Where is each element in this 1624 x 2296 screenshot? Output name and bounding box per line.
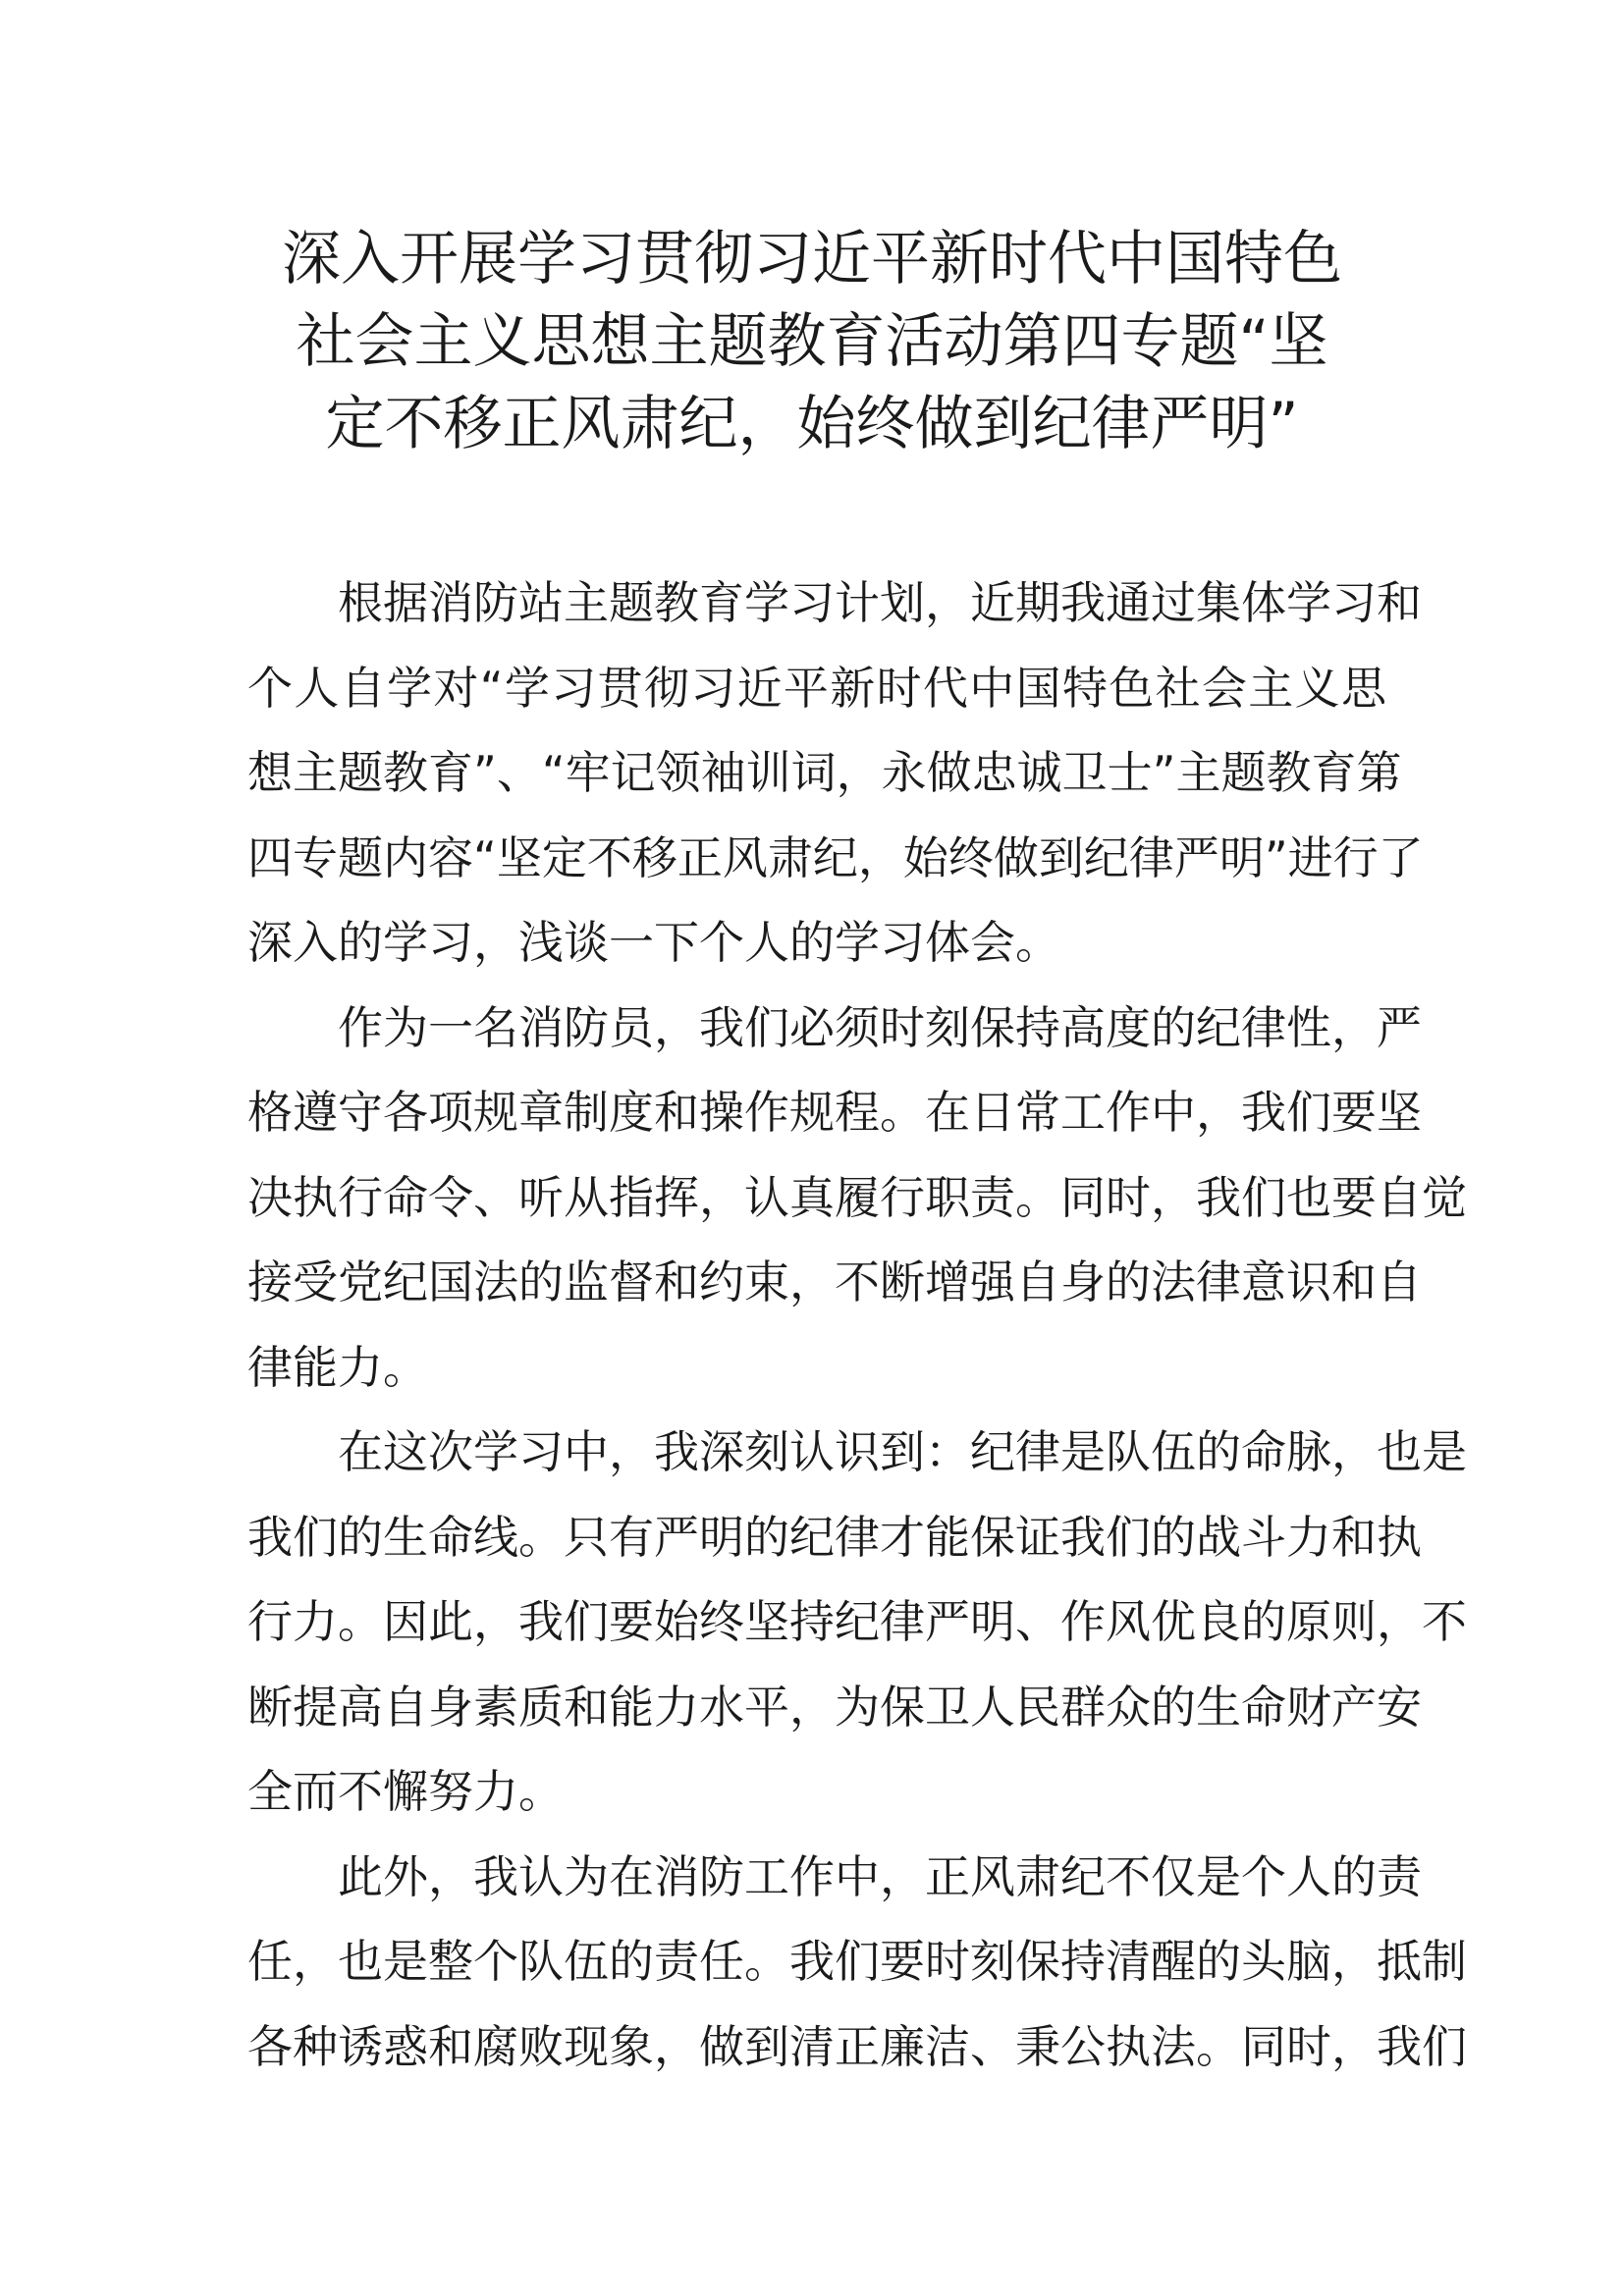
paragraph-line: 决执行命令、听从指挥，认真履行职责。同时，我们也要自觉 (247, 1170, 1467, 1224)
paragraph-line: 深入的学习，浅谈一下个人的学习体会。 (247, 916, 1060, 969)
paragraph-line: 行力。因此，我们要始终坚持纪律严明、作风优良的原则，不 (247, 1595, 1467, 1648)
paragraph-1 (247, 561, 1424, 986)
paragraph-line: 此外，我认为在消防工作中，正风肃纪不仅是个人的责 (338, 1849, 1422, 1903)
paragraph-line: 各种诱惑和腐败现象，做到清正廉洁、秉公执法。同时，我们 (247, 2019, 1467, 2073)
paragraph-line: 我们的生命线。只有严明的纪律才能保证我们的战斗力和执 (247, 1510, 1422, 1564)
document-title (245, 218, 1379, 465)
paragraph-line: 断提高自身素质和能力水平，为保卫人民群众的生命财产安 (247, 1680, 1422, 1734)
title-line: 定不移正风肃纪，始终做到纪律严明” (325, 390, 1299, 458)
title-line: 社会主义思想主题教育活动第四专题“坚 (296, 307, 1328, 376)
paragraph-line: 全而不懈努力。 (247, 1765, 564, 1818)
document-body (247, 561, 1467, 2089)
paragraph-3 (247, 1410, 1467, 1835)
paragraph-line: 作为一名消防员，我们必须时刻保持高度的纪律性，严 (338, 1000, 1422, 1054)
paragraph-line: 个人自学对“学习贯彻习近平新时代中国特色社会主义思 (247, 661, 1386, 715)
title-line: 深入开展学习贯彻习近平新时代中国特色 (282, 225, 1342, 294)
paragraph-2 (247, 986, 1467, 1411)
paragraph-4 (247, 1835, 1467, 2090)
paragraph-line: 在这次学习中，我深刻认识到：纪律是队伍的命脉，也是 (338, 1425, 1467, 1478)
paragraph-line: 律能力。 (247, 1340, 428, 1394)
paragraph-line: 四专题内容“坚定不移正风肃纪，始终做到纪律严明”进行了 (247, 830, 1424, 884)
paragraph-line: 根据消防站主题教育学习计划，近期我通过集体学习和 (338, 576, 1422, 629)
paragraph-line: 任，也是整个队伍的责任。我们要时刻保持清醒的头脑，抵制 (247, 1935, 1467, 1988)
paragraph-line: 想主题教育”、“牢记领袖训词，永做忠诚卫士”主题教育第 (247, 746, 1402, 799)
paragraph-line: 格遵守各项规章制度和操作规程。在日常工作中，我们要坚 (247, 1086, 1422, 1139)
paragraph-line: 接受党纪国法的监督和约束，不断增强自身的法律意识和自 (247, 1255, 1422, 1308)
